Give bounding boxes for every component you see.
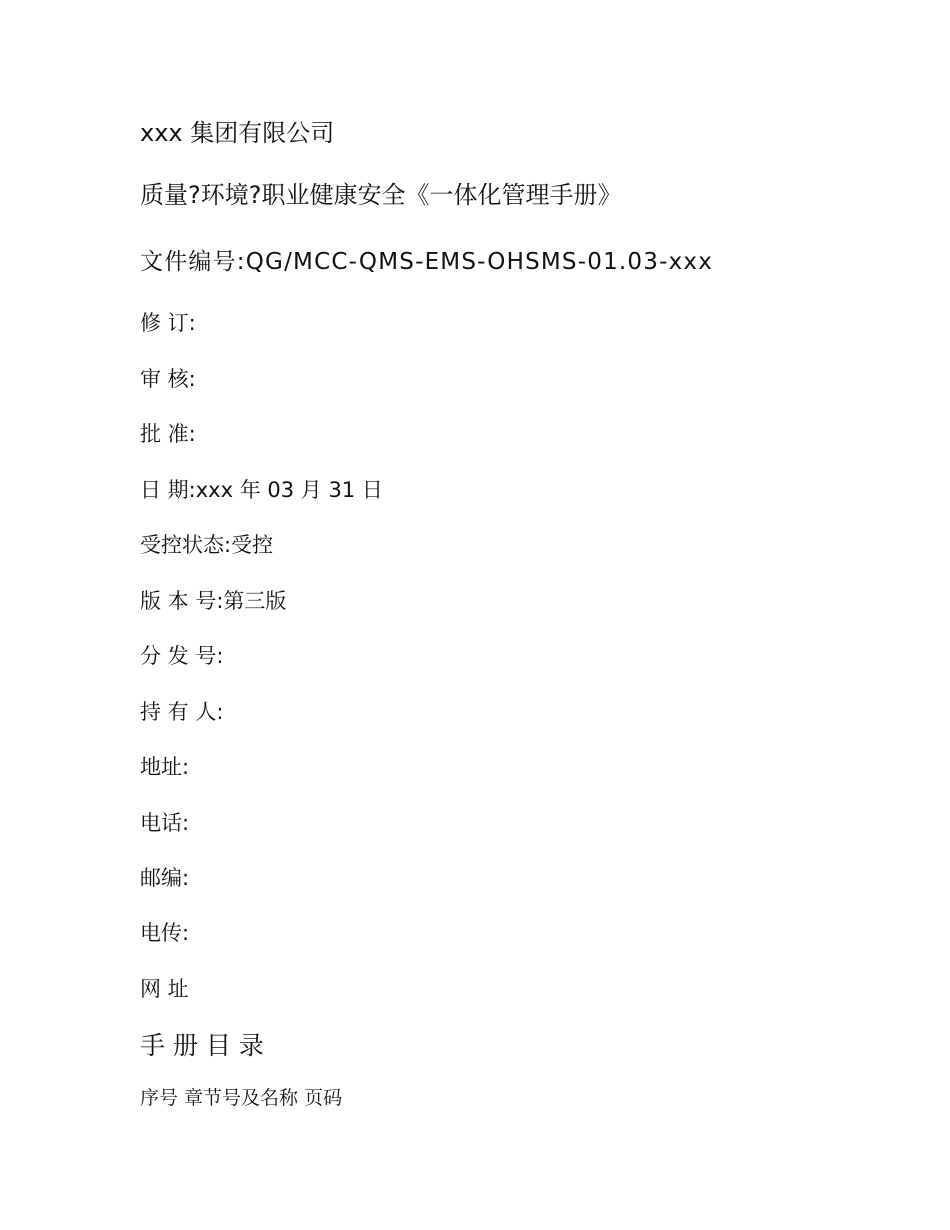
review-field: 审 核:: [140, 367, 196, 391]
fax-field: 电传:: [140, 921, 190, 945]
date-field: 日 期:xxx 年 03 月 31 日: [140, 478, 383, 502]
control-status-field: 受控状态:受控: [140, 533, 274, 557]
toc-column-header: 序号 章节号及名称 页码: [140, 1087, 343, 1109]
company-name: xxx 集团有限公司: [140, 119, 335, 147]
holder-field: 持 有 人:: [140, 700, 224, 724]
revision-field: 修 订:: [140, 311, 196, 335]
address-field: 地址:: [140, 755, 190, 779]
manual-title: 质量?环境?职业健康安全《一体化管理手册》: [140, 181, 622, 209]
version-field: 版 本 号:第三版: [140, 589, 287, 613]
file-number: 文件编号:QG/MCC-QMS-EMS-OHSMS-01.03-xxx: [140, 249, 714, 275]
toc-title: 手 册 目 录: [140, 1031, 264, 1060]
distribution-number-field: 分 发 号:: [140, 644, 224, 668]
phone-field: 电话:: [140, 811, 190, 835]
website-field: 网 址: [140, 977, 189, 1001]
postcode-field: 邮编:: [140, 866, 190, 890]
approval-field: 批 准:: [140, 422, 196, 446]
